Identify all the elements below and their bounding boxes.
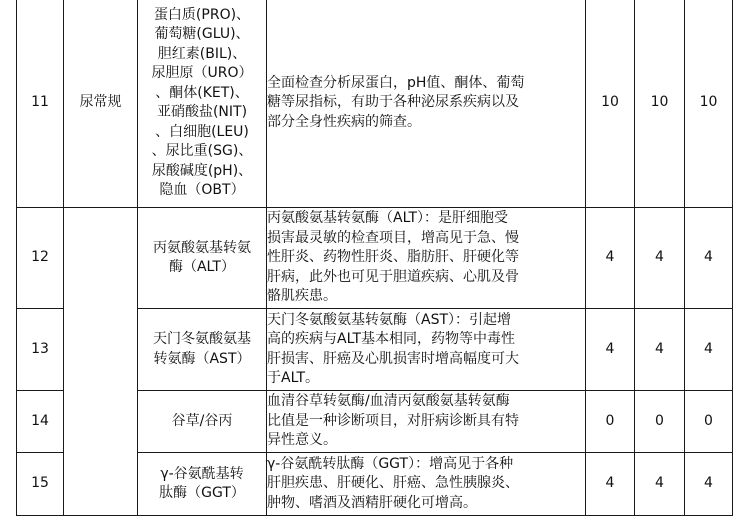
- description-cell: [267, 391, 586, 453]
- value-cell-3: 4: [685, 208, 733, 309]
- exam-items-table: [16, 0, 733, 516]
- value-cell-2: 4: [635, 309, 685, 391]
- description-line: 肝胆疾患、肝硬化、肝癌、急性胰腺炎、: [267, 475, 519, 492]
- description-line: 于ALT。: [267, 370, 320, 386]
- value-cell-1: 4: [586, 208, 635, 309]
- description-cell: [267, 309, 586, 391]
- description-line: 肿物、嗜酒及酒精肝硬化可增高。: [267, 494, 477, 511]
- item-name-cell: [138, 453, 267, 516]
- description-cell: [267, 208, 586, 309]
- value-cell-2: 4: [635, 208, 685, 309]
- row-number-cell: 11: [17, 0, 64, 208]
- description-line: 部分全身性疾病的筛查。: [267, 113, 421, 130]
- row-number-cell: 14: [17, 391, 64, 453]
- description-line: 肝病，此外也可见于胆道疾病、心肌及骨: [267, 268, 519, 285]
- item-name-line: 天门冬氨酸氨基: [153, 331, 251, 347]
- item-name-line: 丙氨酸氨基转氨: [153, 239, 251, 256]
- item-name-cell: [138, 208, 267, 309]
- value-cell-2: 0: [635, 391, 685, 453]
- value-cell-2: 10: [635, 0, 685, 208]
- value-cell-1: 4: [586, 453, 635, 516]
- item-name-line: 、白细胞(LEU): [155, 123, 249, 140]
- row-number-cell: 15: [17, 453, 64, 516]
- value-cell-1: 0: [586, 391, 635, 453]
- description-line: 糖等尿指标，有助于各种泌尿系疾病以及: [267, 94, 519, 111]
- item-name-line: 酶（ALT）: [168, 259, 235, 275]
- item-name-line: 胆红素(BIL)、: [157, 45, 247, 62]
- description-line: 天门冬氨酸氨基转氨酶（AST）：引起增: [267, 311, 512, 328]
- description-line: 血清谷草转氨酶/血清丙氨酸氨基转氨酶: [267, 393, 510, 410]
- item-name-line: 肽酶（GGT）: [159, 485, 245, 501]
- value-cell-1: 4: [586, 309, 635, 391]
- value-cell-3: 0: [685, 391, 733, 453]
- value-cell-3: 4: [685, 309, 733, 391]
- description-line: 损害最灵敏的检查项目，增高见于急、慢: [267, 229, 519, 246]
- value-cell-1: 10: [586, 0, 635, 208]
- item-name-line: 蛋白质(PRO)、: [153, 6, 251, 23]
- row-number-cell: 13: [17, 309, 64, 391]
- table-row: [17, 0, 733, 208]
- item-name-line: 、尿比重(SG)、: [151, 143, 253, 159]
- description-line: 高的疾病与ALT基本相同，药物等中毒性: [267, 331, 515, 347]
- item-name-line: 谷草/谷丙: [171, 412, 233, 429]
- description-line: 性肝炎、药物性肝炎、脂肪肝、肝硬化等: [267, 249, 519, 266]
- description-line: 丙氨酸氨基转氨酶（ALT）：是肝细胞受: [267, 210, 508, 227]
- description-line: 异性意义。: [267, 432, 337, 449]
- item-name-cell: [138, 391, 267, 453]
- value-cell-3: 4: [685, 453, 733, 516]
- description-line: 骼肌疾患。: [267, 288, 337, 305]
- item-name-line: 转氨酶（AST）: [153, 350, 251, 367]
- category-cell: [64, 208, 138, 516]
- value-cell-3: 10: [685, 0, 733, 208]
- row-number-cell: 12: [17, 208, 64, 309]
- item-name-line: 隐血（OBT）: [159, 182, 245, 198]
- table-row: [17, 208, 733, 309]
- item-name-line: 、酮体(KET)、: [155, 84, 249, 101]
- description-line: 肝损害、肝癌及心肌损害时增高幅度可大: [267, 350, 519, 367]
- item-name-cell: [138, 309, 267, 391]
- description-cell: [267, 453, 586, 516]
- item-name-line: 葡萄糖(GLU)、: [154, 26, 250, 42]
- value-cell-2: 4: [635, 453, 685, 516]
- item-name-line: 亚硝酸盐(NIT): [156, 104, 248, 120]
- description-line: 比值是一种诊断项目，对肝病诊断具有特: [267, 412, 519, 429]
- item-name-line: γ-谷氨酰基转: [160, 465, 244, 482]
- category-cell: 尿常规: [64, 0, 138, 208]
- item-name-cell: [138, 0, 267, 208]
- description-line: 全面检查分析尿蛋白，pH值、酮体、葡萄: [267, 74, 525, 91]
- item-name-line: 尿胆原（URO）: [151, 65, 253, 81]
- description-cell: [267, 0, 586, 208]
- description-line: γ-谷氨酰转肽酶（GGT）：增高见于各种: [267, 455, 514, 472]
- item-name-line: 尿酸碱度(pH)、: [151, 162, 253, 179]
